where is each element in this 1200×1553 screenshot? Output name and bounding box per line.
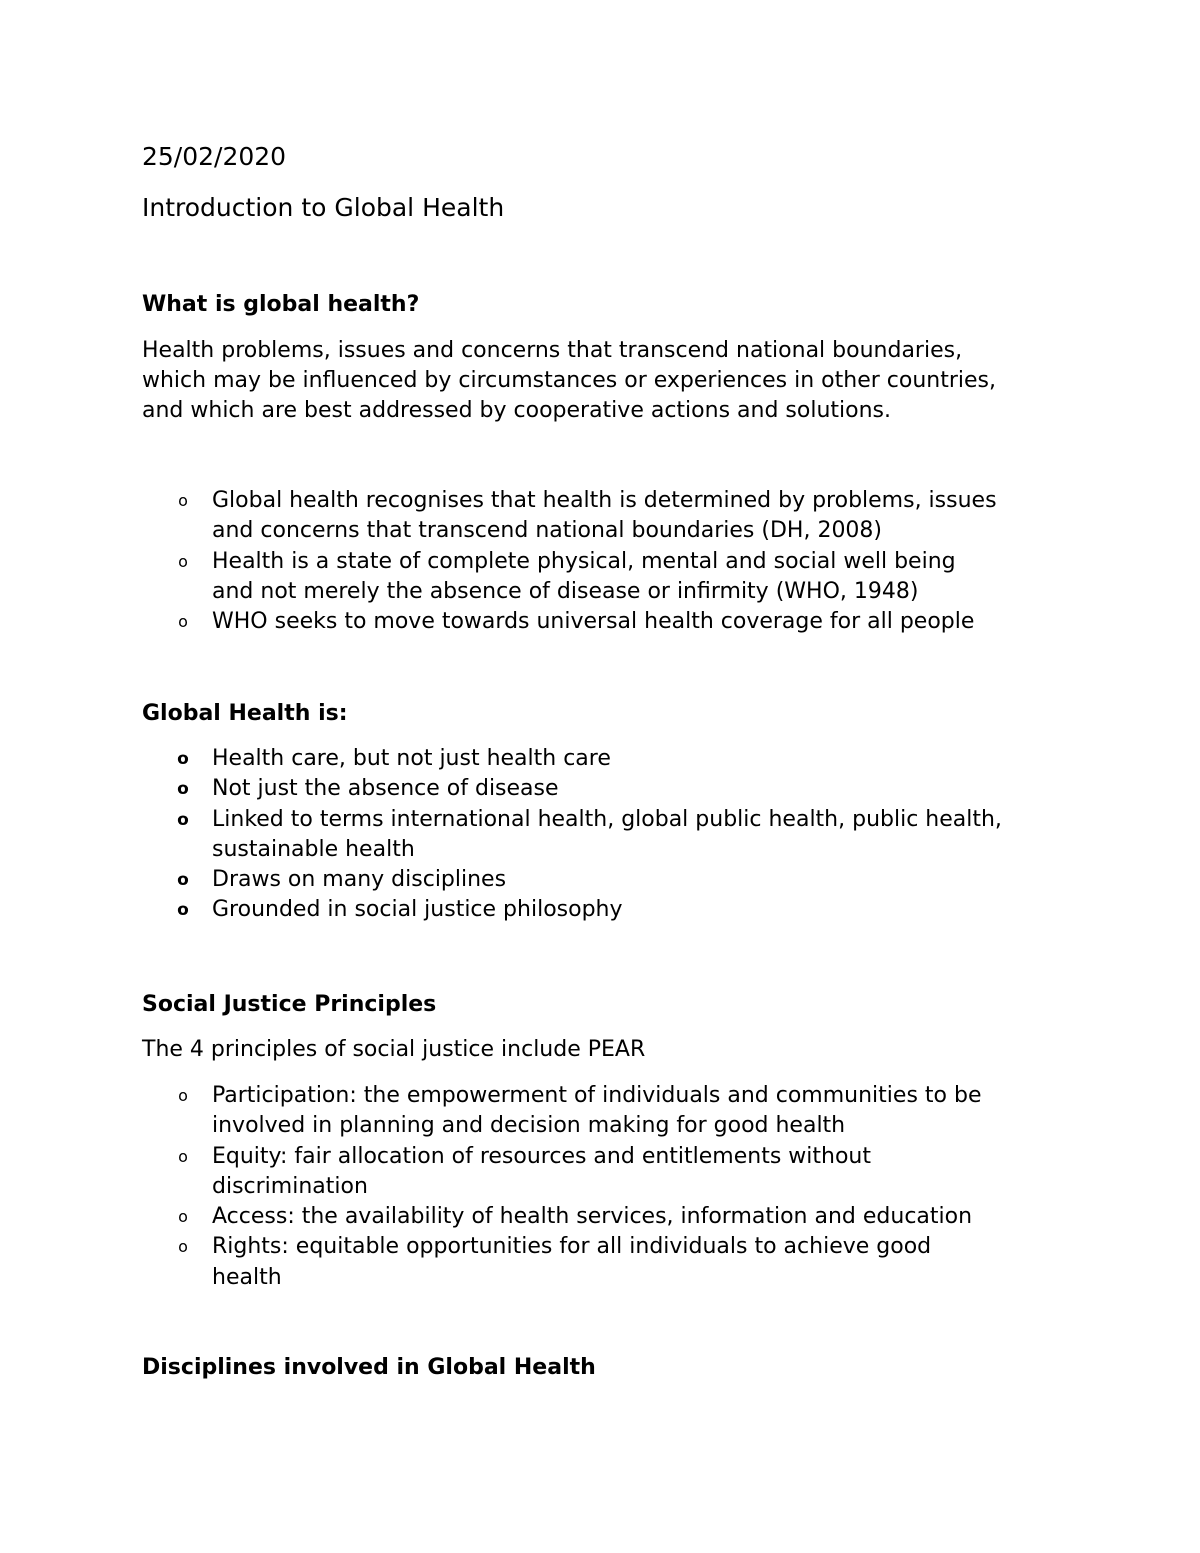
list-item-line: Grounded in social justice philosophy (212, 897, 623, 923)
hollow-circle-bullet-icon: o (178, 1086, 188, 1105)
list-item-line: and not merely the absence of disease or infirmity (WHO, 1948) (212, 578, 919, 604)
bold-circle-bullet-icon: o (177, 779, 189, 800)
hollow-circle-bullet-icon: o (178, 491, 188, 510)
list-item-line: involved in planning and decision making for good health (212, 1113, 846, 1139)
document-title: Introduction to Global Health (142, 193, 505, 222)
bold-circle-bullet-icon: o (177, 809, 189, 830)
hollow-circle-bullet-icon: o (178, 1146, 188, 1166)
list-item-line: Access: the availability of health services, information and education (212, 1204, 973, 1230)
hollow-circle-bullet-icon: o (178, 1207, 188, 1227)
list-item-line: and concerns that transcend national boundaries (DH, 2008) (212, 518, 883, 544)
list-item-line: Equity: fair allocation of resources and entitlements without (212, 1143, 872, 1169)
list-item-line: Draws on many disciplines (212, 867, 507, 893)
list-item-line: Health care, but not just health care (212, 746, 611, 771)
paragraph-line: which may be influenced by circumstances or experiences in other countries, (142, 368, 996, 393)
heading-global-health-is: Global Health is: (142, 701, 348, 726)
list-item (0, 1232, 981, 1293)
list-item (0, 1081, 981, 1142)
heading-disciplines: Disciplines involved in Global Health (142, 1355, 596, 1380)
global-health-definition-list (0, 486, 997, 637)
paragraph-line: Health problems, issues and concerns that transcend national boundaries, (142, 338, 963, 363)
list-item-line: discrimination (212, 1173, 368, 1199)
list-item (0, 895, 1002, 925)
list-item (0, 744, 1002, 774)
heading-social-justice-principles: Social Justice Principles (142, 992, 437, 1017)
bold-circle-bullet-icon: o (177, 749, 189, 769)
hollow-circle-bullet-icon: o (178, 551, 188, 571)
global-health-is-list (0, 744, 1002, 926)
document-date: 25/02/2020 (142, 142, 287, 171)
list-item (0, 486, 997, 547)
hollow-circle-bullet-icon: o (178, 1237, 188, 1257)
list-item-line: Health is a state of complete physical, mental and social well being (212, 548, 956, 574)
list-item-line: Global health recognises that health is determined by problems, issues (212, 488, 997, 513)
list-item-line: Linked to terms international health, global public health, public health, (212, 806, 1002, 832)
list-item (0, 547, 997, 608)
hollow-circle-bullet-icon: o (178, 612, 188, 632)
list-item-line: Not just the absence of disease (212, 776, 559, 802)
list-item-line: WHO seeks to move towards universal health coverage for all people (212, 609, 975, 635)
list-item (0, 1202, 981, 1232)
list-item-line: Participation: the empowerment of individuals and communities to be (212, 1083, 982, 1108)
list-item (0, 805, 1002, 866)
social-justice-intro: The 4 principles of social justice include PEAR (142, 1037, 646, 1062)
list-item (0, 865, 1002, 895)
pear-principles-list (0, 1081, 981, 1293)
list-item (0, 774, 1002, 804)
bold-circle-bullet-icon: o (177, 900, 189, 921)
list-item (0, 607, 997, 637)
heading-what-is-global-health: What is global health? (142, 292, 420, 317)
bold-circle-bullet-icon: o (177, 870, 189, 891)
list-item-line: sustainable health (212, 836, 415, 862)
paragraph-line: and which are best addressed by cooperative actions and solutions. (142, 398, 891, 423)
list-item (0, 1142, 981, 1203)
list-item-line: Rights: equitable opportunities for all individuals to achieve good (212, 1234, 932, 1260)
list-item-line: health (212, 1264, 282, 1290)
